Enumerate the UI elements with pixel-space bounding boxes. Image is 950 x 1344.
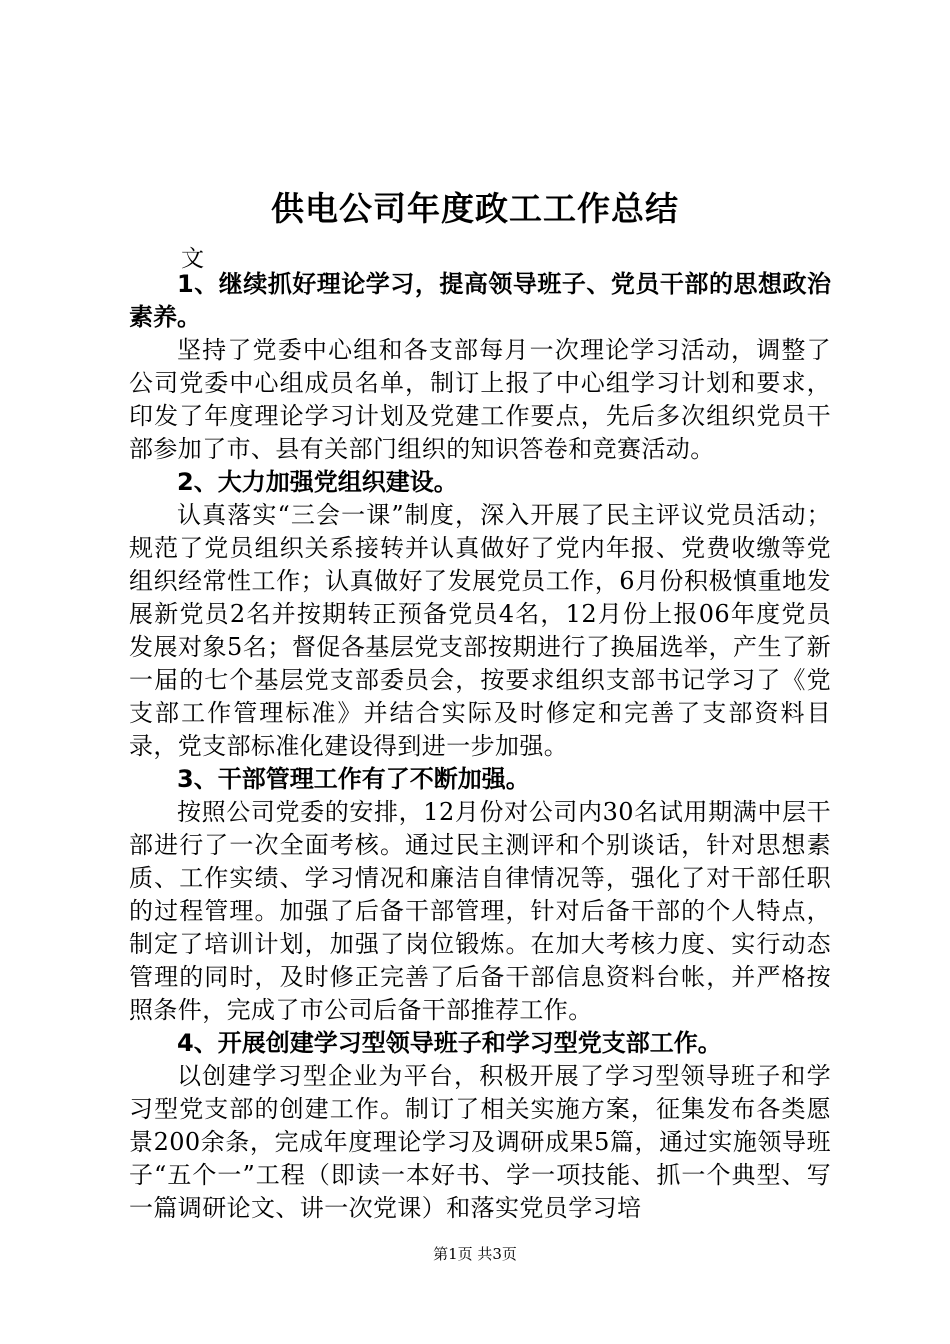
document-title: 供电公司年度政工工作总结 [271, 189, 679, 228]
author-line: 文 [181, 246, 204, 272]
document-body [129, 268, 831, 1225]
section-heading-2: 2、大力加强党组织建设。 [177, 468, 458, 496]
section-body-4: 以创建学习型企业为平台，积极开展了学习型领导班子和学习型党支部的创建工作。制订了相关实施方案，征集发布各类愿景200余条，完成年度理论学习及调研成果5篇，通过实施领导班子“五个一”工程（即读一本好书、学一项技能、抓一个典型、写一篇调研论文、讲一次党课）和落实党员学习培 [129, 1062, 831, 1222]
section-heading-1: 1、继续抓好理论学习，提高领导班子、党员干部的思想政治素养。 [129, 270, 831, 331]
section-body-2: 认真落实“三会一课”制度，深入开展了民主评议党员活动；规范了党员组织关系接转并认真做好了党内年报、党费收缴等党组织经常性工作；认真做好了发展党员工作，6月份积极慎重地发展新党员2名并按期转正预备党员4名，12月份上报06年度党员发展对象5名；督促各基层党支部按期进行了换届选举，产生了新一届的七个基层党支部委员会，按要求组织支部书记学习了《党支部工作管理标准》并结合实际及时修定和完善了支部资料目录，党支部标准化建设得到进一步加强。 [129, 501, 831, 760]
section-heading-3: 3、干部管理工作有了不断加强。 [177, 765, 530, 793]
section-body-1: 坚持了党委中心组和各支部每月一次理论学习活动，调整了公司党委中心组成员名单，制订上报了中心组学习计划和要求，印发了年度理论学习计划及党建工作要点，先后多次组织党员干部参加了市、县有关部门组织的知识答卷和竞赛活动。 [129, 336, 831, 463]
section-heading-4: 4、开展创建学习型领导班子和学习型党支部工作。 [177, 1029, 722, 1057]
section-body-3: 按照公司党委的安排，12月份对公司内30名试用期满中层干部进行了一次全面考核。通过民主测评和个别谈话，针对思想素质、工作实绩、学习情况和廉洁自律情况等，强化了对干部任职的过程管理。加强了后备干部管理，针对后备干部的个人特点，制定了培训计划，加强了岗位锻炼。在加大考核力度、实行动态管理的同时，及时修正完善了后备干部信息资料台帐，并严格按照条件，完成了市公司后备干部推荐工作。 [129, 798, 831, 1024]
page-footer: 第1页 共3页 [433, 1245, 517, 1263]
